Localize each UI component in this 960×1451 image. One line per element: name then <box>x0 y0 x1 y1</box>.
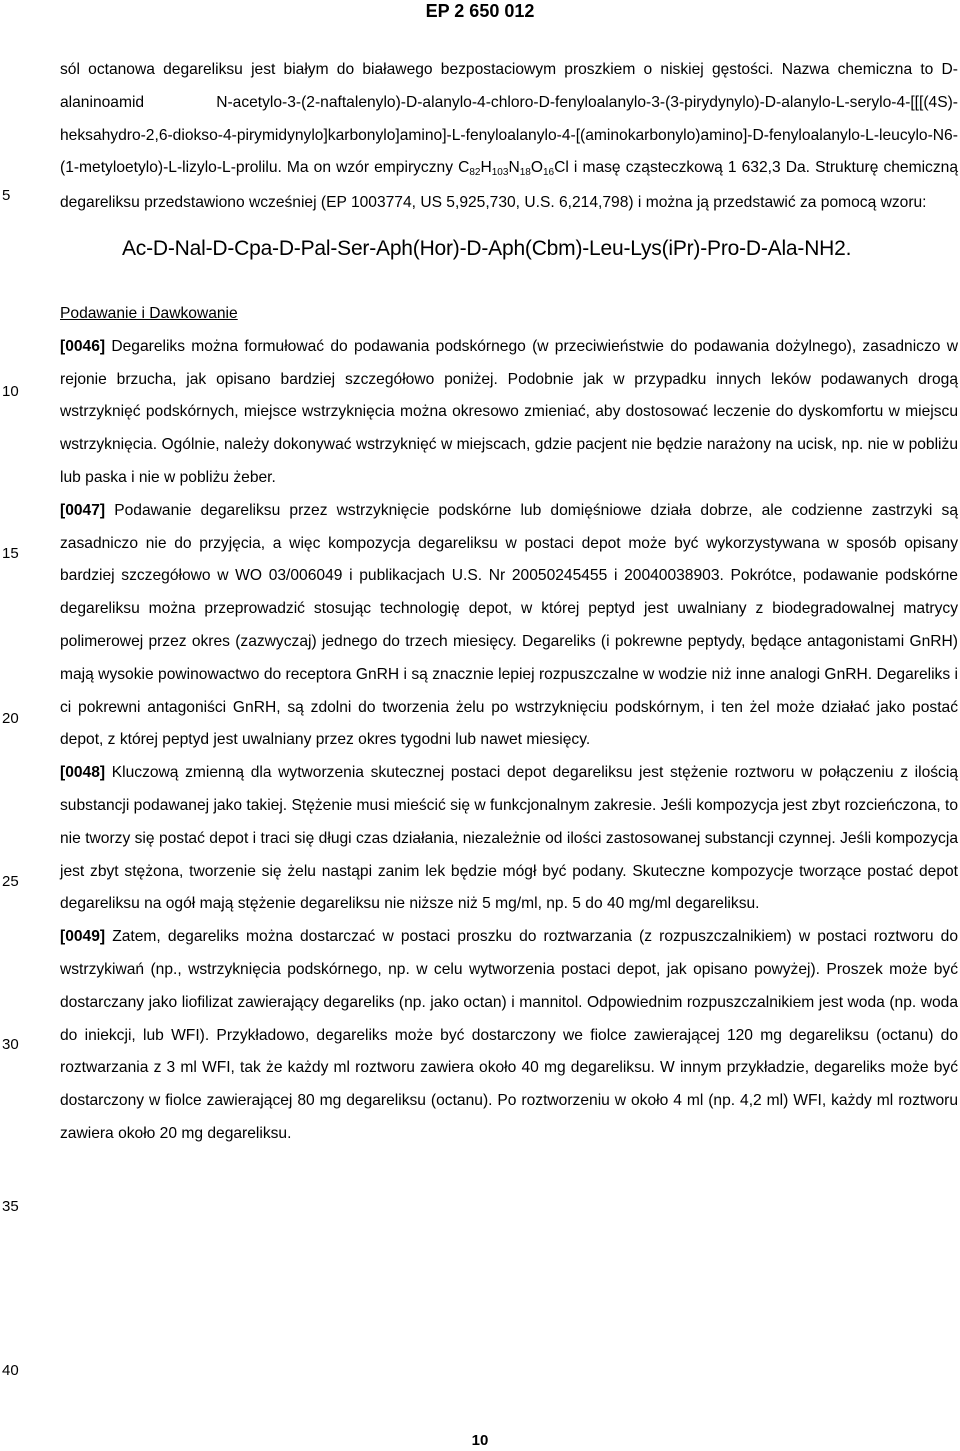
line-number: 30 <box>2 1036 19 1053</box>
page-number: 10 <box>471 1432 489 1449</box>
line-number: 25 <box>2 873 19 890</box>
line-number: 35 <box>2 1198 19 1215</box>
line-number: 15 <box>2 545 19 562</box>
line-number: 10 <box>2 383 19 400</box>
line-number: 20 <box>2 710 19 727</box>
paragraph-0047: [0047] Podawanie degareliksu przez wstrzyknięcie podskórne lub domięśniowe działa dobrze, ale codzienne zastrzyki są zasadniczo nie do przyjęcia, a więc kompozycja degareliksu w postaci depot może być wykorzystywana w sposób opisany bardziej szczegółowo w WO 03/006049 i publikacjach U.S. Nr 20050245455 i 20040038903. Pokrótce, podawanie podskórne degareliksu można przeprowadzić stosując technologię depot, w której peptyd jest uwalniany z biodegradowalnej matrycy polimerowej przez okres (zazwyczaj) jednego do trzech miesięcy. Degareliks (i pokrewne peptydy, będące antagonistami GnRH) mają wysokie powinowactwo do receptora GnRH i są znacznie lepiej rozpuszczalne w wodzie niż inne analogi GnRH. Degareliks i ci pokrewni antagoniści GnRH, są zdolni do tworzenia żelu po wstrzyknięciu podskórnym, i ten żel może działać jako postać depot, z której peptyd jest uwalniany przez okres tygodni lub nawet miesięcy. <box>60 501 958 749</box>
paragraph-0046: [0046] Degareliks można formułować do podawania podskórnego (w przeciwieństwie do podawania dożylnego), zasadniczo w rejonie brzucha, jak opisano bardziej szczegółowo poniżej. Podobnie jak w przypadku innych leków podawanych drogą wstrzyknięć podskórnych, miejsce wstrzyknięcia można okresowo zmieniać, aby dostosować leczenie do dyskomfortu w miejscu wstrzyknięcia. Ogólnie, należy dokonywać wstrzyknięć w miejscach, gdzie pacjent nie będzie narażony na ucisk, np. nie w pobliżu lub paska i nie w pobliżu żeber. <box>60 337 958 486</box>
line-number: 5 <box>2 187 11 204</box>
page-footer <box>0 1432 960 1450</box>
paragraph-0048: [0048] Kluczową zmienną dla wytworzenia skutecznej postaci depot degareliksu jest stężenie roztworu w połączeniu z ilością substancji podawanej jako takiej. Stężenie musi mieścić się w funkcjonalnym zakresie. Jeśli kompozycja jest zbyt rozcieńczona, to nie tworzy się postać depot i traci się długi czas działania, niezależnie od ilości zastosowanej substancji czynnej. Jeśli kompozycja jest zbyt stężona, tworzenie się żelu nastąpi zanim lek będzie mógł być podany. Skuteczne kompozycje tworzące postać depot degareliksu na ogół mają stężenie degareliksu nie niższe niż 5 mg/ml, np. 5 do 40 mg/ml degareliksu. <box>60 764 958 913</box>
document-header <box>0 0 960 22</box>
text-column <box>60 54 958 1151</box>
peptide-formula: Ac-D-Nal-D-Cpa-D-Pal-Ser-Aph(Hor)-D-Aph(Cbm)-Leu-Lys(iPr)-Pro-D-Ala-NH2. <box>122 236 852 260</box>
line-number: 40 <box>2 1362 19 1379</box>
section-heading: Podawanie i Dawkowanie <box>60 304 238 322</box>
paragraph-0049: [0049] Zatem, degareliks można dostarczać w postaci proszku do roztwarzania (z rozpuszczalnikiem) w postaci roztworu do wstrzykiwań (np., wstrzyknięcia podskórnego, np. w celu wytworzenia postaci depot, jak opisano powyżej). Proszek może być dostarczany jako liofilizat zawierający degareliks (np. jako octan) i mannitol. Odpowiednim rozpuszczalnikiem jest woda (np. woda do iniekcji, lub WFI). Przykładowo, degareliks może być dostarczony we fiolce zawierającej 120 mg degareliksu (octanu) do roztwarzania z 3 ml WFI, tak że każdy ml roztworu zawiera około 40 mg degareliksu. W innym przykładzie, degareliks może być dostarczony w fiolce zawierającej 80 mg degareliksu (octanu). Po roztworzeniu w około 4 ml (np. 4,2 ml) WFI, każdy ml roztworu zawiera około 20 mg degareliksu. <box>60 928 958 1142</box>
patent-number: EP 2 650 012 <box>425 1 535 21</box>
intro-paragraph: sól octanowa degareliksu jest białym do białawego bezpostaciowym proszkiem o niskiej gęstości. Nazwa chemiczna to D-alaninoamid N-acetylo-3-(2-naftalenylo)-D-alanylo-4-chloro-D-fenyloalanylo-3-(3-pirydynylo)-D-alanylo-L-serylo-4-[[[(4S)-heksahydro-2,6-diokso-4-pirymidynylo]karbonylo]amino]-L-fenyloalanylo-4-[(aminokarbonylo)amino]-D-fenyloalanylo-L-leucylo-N6-(1-metyloetylo)-L-lizylo-L-prolilu. Ma on wzór empiryczny C82H103N18O16Cl i masę cząsteczkową 1 632,3 Da. Strukturę chemiczną degareliksu przedstawiono wcześniej (EP 1003774, US 5,925,730, U.S. 6,214,798) i można ją przedstawić za pomocą wzoru: <box>60 61 958 212</box>
